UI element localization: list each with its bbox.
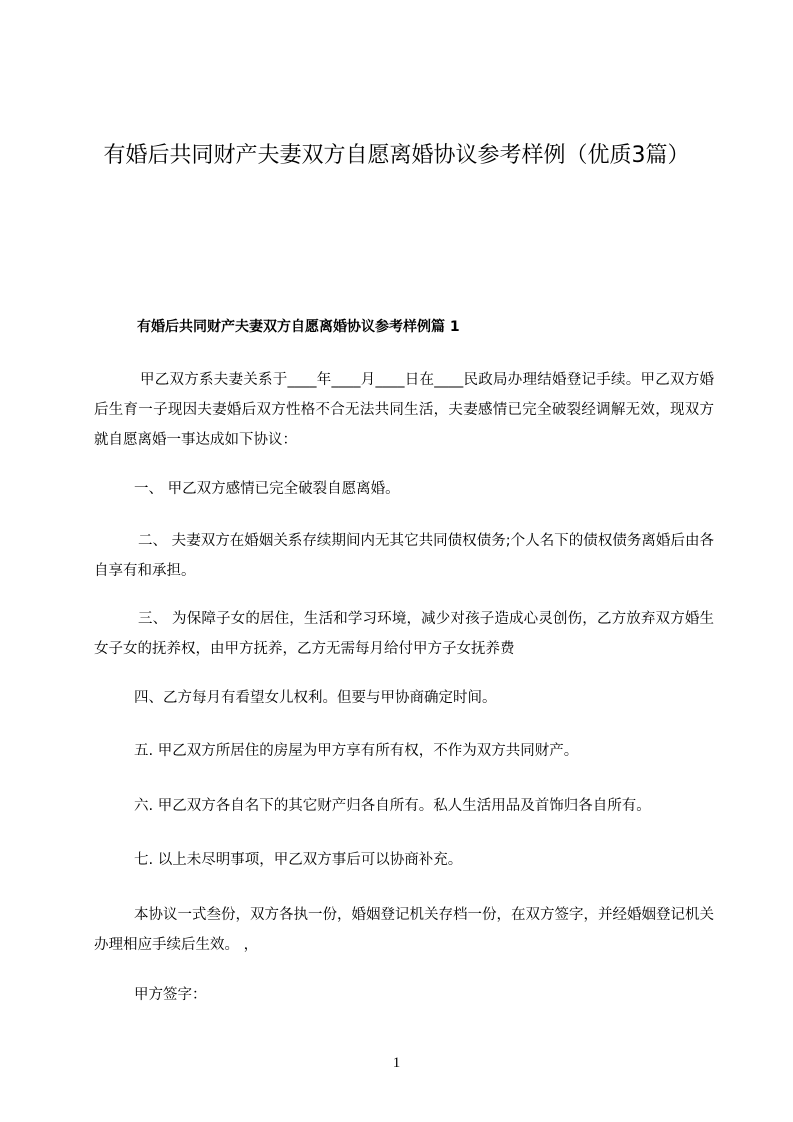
paragraph-effectiveness: 本协议一式叁份，双方各执一份，婚姻登记机关存档一份，在双方签字，并经婚姻登记机关办理相应手续后生效。 ， [94, 907, 714, 953]
paragraph-clause-7: 七. 以上未尽明事项，甲乙双方事后可以协商补充。 [134, 852, 463, 868]
paragraph-intro: 甲乙双方系夫妻关系于____年____月____日在____民政局办理结婚登记手续。甲乙双方婚后生育一子现因夫妻婚后双方性格不合无法共同生活，夫妻感情已完全破裂经调解无效，现双方就自愿离婚一事达成如下协议： [94, 372, 714, 448]
signature-party-a: 甲方签字： [134, 987, 207, 1003]
page-number: 1 [392, 1055, 401, 1071]
paragraph-clause-6: 六. 甲乙双方各自名下的其它财产归各自所有。私人生活用品及首饰归各自所有。 [134, 798, 651, 814]
document-title: 有婚后共同财产夫妻双方自愿离婚协议参考样例（优质3篇） [103, 143, 690, 168]
paragraph-clause-1: 一、 甲乙双方感情已完全破裂自愿离婚。 [134, 481, 400, 497]
paragraph-clause-3: 三、 为保障子女的居住，生活和学习环境，减少对孩子造成心灵创伤，乙方放弃双方婚生女子女的抚养权，由甲方抚养，乙方无需每月给付甲方子女抚养费 [94, 611, 714, 657]
paragraph-clause-2: 二、 夫妻双方在婚姻关系存续期间内无其它共同债权债务;个人名下的债权债务离婚后由各自享有和承担。 [94, 533, 714, 579]
section-heading: 有婚后共同财产夫妻双方自愿离婚协议参考样例篇 1 [137, 319, 460, 335]
paragraph-clause-4: 四、乙方每月有看望女儿权利。但要与甲协商确定时间。 [134, 690, 497, 706]
paragraph-clause-5: 五. 甲乙双方所居住的房屋为甲方享有所有权，不作为双方共同财产。 [134, 743, 579, 759]
